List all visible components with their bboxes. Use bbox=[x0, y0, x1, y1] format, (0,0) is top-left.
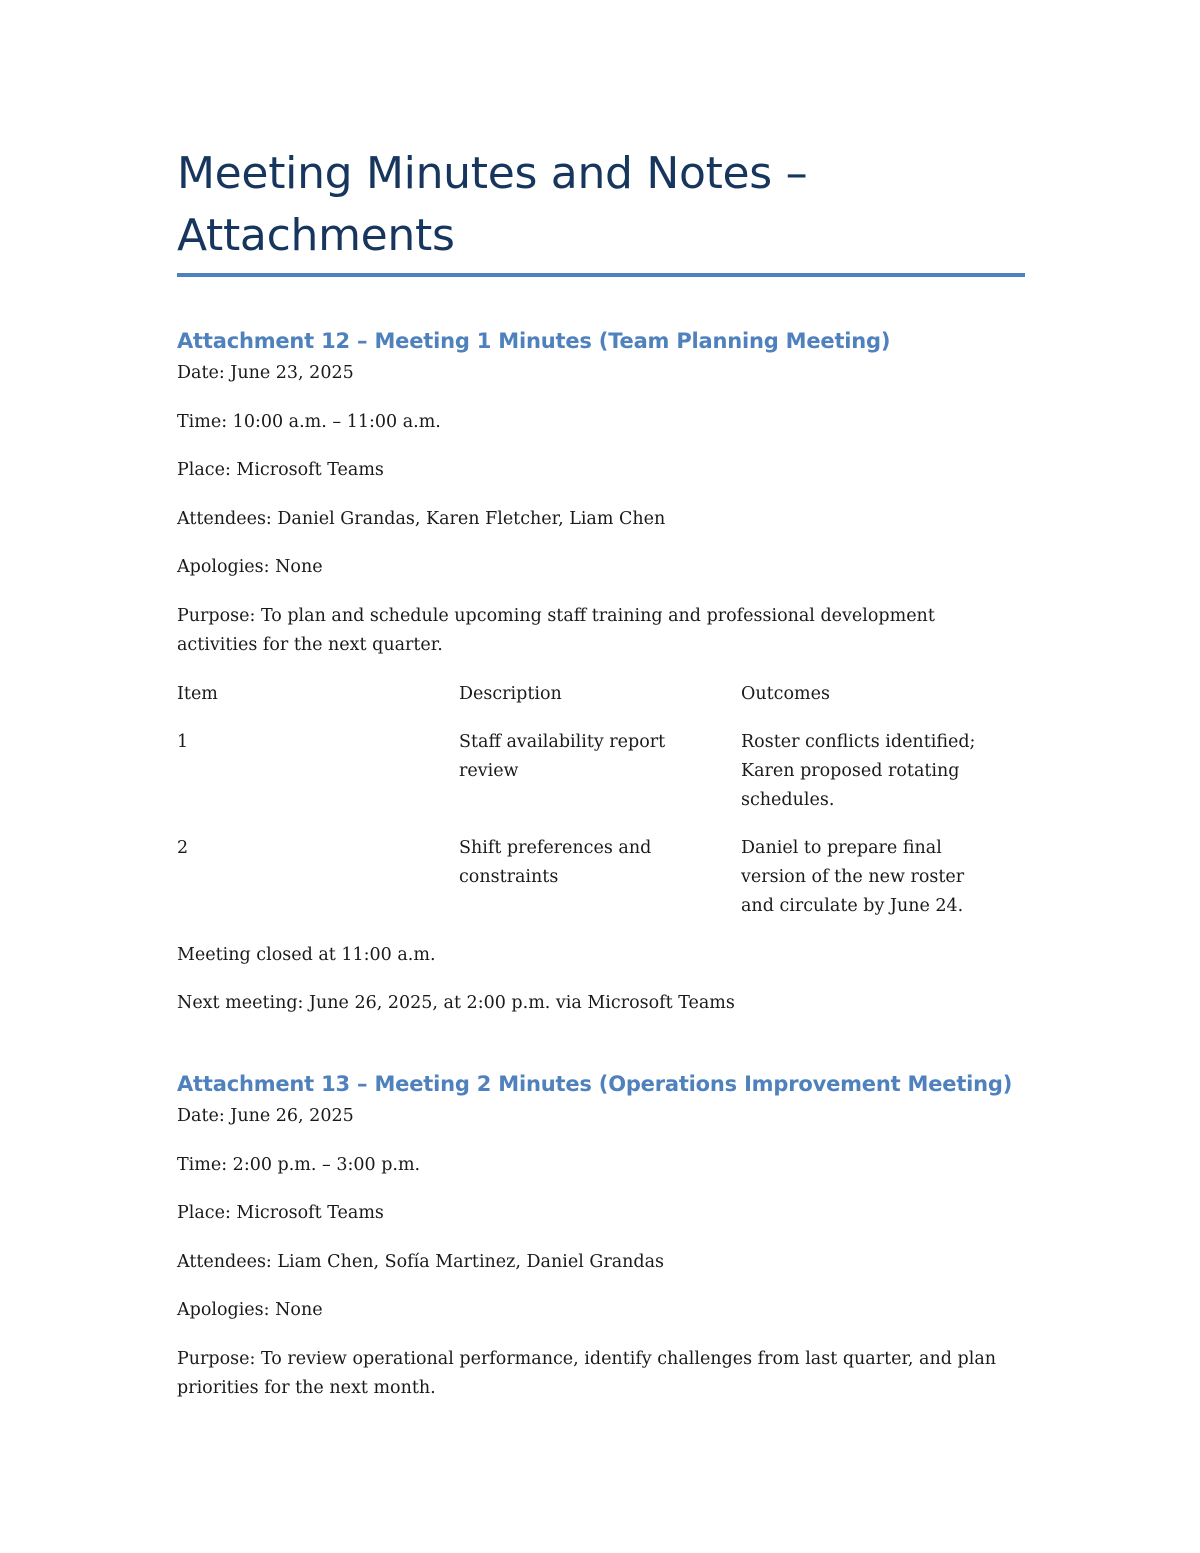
table-cell-outcomes: Roster conflicts identified; Karen proposed rotating schedules. bbox=[741, 732, 976, 810]
table-cell-description: Shift preferences and constraints bbox=[459, 838, 652, 887]
table-header-description: Description bbox=[459, 684, 562, 704]
next-meeting: Next meeting: June 26, 2025, at 2:00 p.m. via Microsoft Teams bbox=[177, 993, 735, 1013]
table-cell-item: 2 bbox=[177, 838, 189, 858]
meeting-closed: Meeting closed at 11:00 a.m. bbox=[177, 945, 436, 965]
section-heading: Attachment 13 – Meeting 2 Minutes (Operations Improvement Meeting) bbox=[177, 1072, 1013, 1096]
meeting-attendees: Attendees: Daniel Grandas, Karen Fletcher, Liam Chen bbox=[177, 509, 666, 529]
meeting-apologies: Apologies: None bbox=[177, 557, 323, 577]
table-cell-item: 1 bbox=[177, 732, 189, 752]
table-cell-description: Staff availability report review bbox=[459, 732, 666, 781]
table-header-outcomes: Outcomes bbox=[741, 684, 830, 704]
meeting-date: Date: June 26, 2025 bbox=[177, 1106, 354, 1126]
title-underline bbox=[177, 273, 1025, 277]
meeting-time: Time: 10:00 a.m. – 11:00 a.m. bbox=[177, 412, 441, 432]
meeting-apologies: Apologies: None bbox=[177, 1300, 323, 1320]
attachment-12-section bbox=[177, 327, 1025, 1018]
attachment-13-section bbox=[177, 1070, 1025, 1403]
table-cell-outcomes: Daniel to prepare final version of the new roster and circulate by June 24. bbox=[741, 838, 965, 916]
meeting-purpose: Purpose: To plan and schedule upcoming staff training and professional development activities for the next quarter. bbox=[177, 606, 935, 655]
table-header-row bbox=[177, 680, 1025, 709]
table-row bbox=[177, 728, 1025, 815]
table-header-item: Item bbox=[177, 684, 218, 704]
table-row bbox=[177, 834, 1025, 921]
meeting-date: Date: June 23, 2025 bbox=[177, 363, 354, 383]
document-title: Meeting Minutes and Notes – Attachments bbox=[177, 148, 808, 261]
meeting-attendees: Attendees: Liam Chen, Sofía Martinez, Daniel Grandas bbox=[177, 1252, 665, 1272]
minutes-table bbox=[177, 680, 1025, 921]
section-heading: Attachment 12 – Meeting 1 Minutes (Team Planning Meeting) bbox=[177, 329, 891, 353]
meeting-purpose: Purpose: To review operational performance, identify challenges from last quarter, and plan priorities for the next month. bbox=[177, 1349, 997, 1398]
meeting-time: Time: 2:00 p.m. – 3:00 p.m. bbox=[177, 1155, 421, 1175]
document-body bbox=[177, 143, 1025, 1403]
meeting-place: Place: Microsoft Teams bbox=[177, 460, 384, 480]
meeting-place: Place: Microsoft Teams bbox=[177, 1203, 384, 1223]
